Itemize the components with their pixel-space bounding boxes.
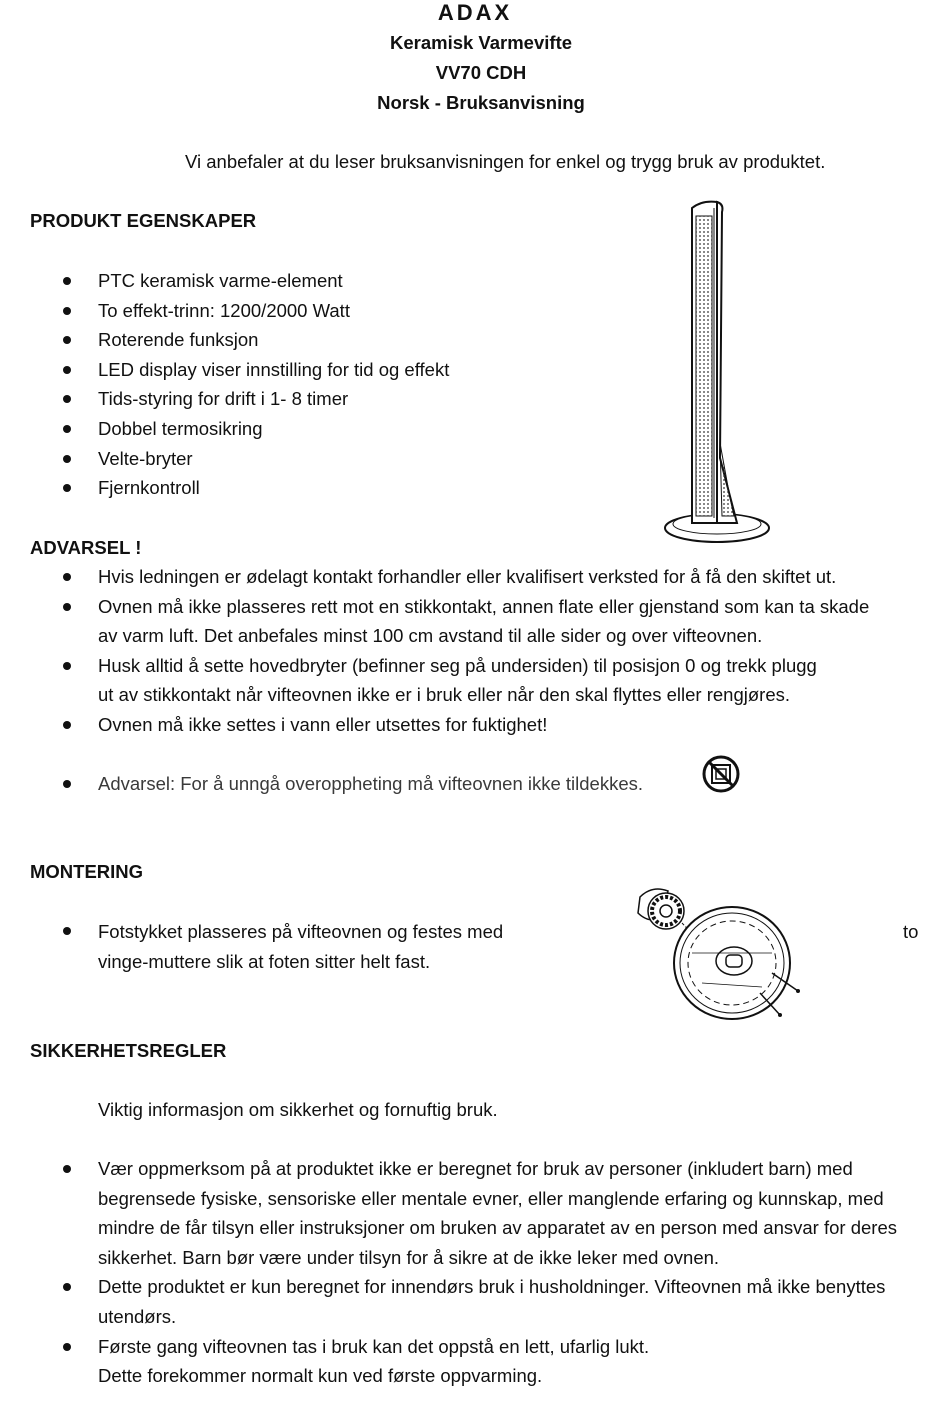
svg-text:ADAX: ADAX: [437, 2, 513, 22]
safety-item-line: Vær oppmerksom på at produktet ikke er beregnet for bruk av personer (inkludert barn) med: [98, 1158, 853, 1179]
feature-item: Velte-bryter: [98, 448, 193, 469]
tower-heater-illustration-icon: [662, 198, 782, 548]
bullet: [63, 366, 71, 374]
bullet: [63, 1283, 71, 1291]
safety-item-line: sikkerhet. Barn bør være under tilsyn for å sikre at de ikke leker med ovnen.: [98, 1247, 720, 1268]
document-title: Keramisk Varmevifte: [389, 32, 573, 53]
feature-item: To effekt-trinn: 1200/2000 Watt: [98, 300, 350, 321]
adax-logo-icon: [409, 2, 541, 22]
warning-item-line: Ovnen må ikke plasseres rett mot en stikkontakt, annen flate eller gjenstand som kan ta skade: [98, 596, 870, 617]
bullet: [63, 277, 71, 285]
feature-item: PTC keramisk varme-element: [98, 270, 343, 291]
bullet: [63, 780, 71, 788]
intro-text: Vi anbefaler at du leser bruksanvisningen for enkel og trygg bruk av produktet.: [185, 151, 826, 172]
bullet: [63, 662, 71, 670]
bullet: [63, 425, 71, 433]
bullet: [63, 336, 71, 344]
mounting-text-line2: vinge-muttere slik at foten sitter helt fast.: [98, 951, 431, 972]
safety-heading: SIKKERHETSREGLER: [30, 1040, 227, 1061]
feature-item: Roterende funksjon: [98, 329, 259, 350]
heater-illustration: [662, 198, 782, 553]
stand-assembly-illustration: [622, 883, 804, 1030]
bullet: [63, 484, 71, 492]
feature-item: Fjernkontroll: [98, 477, 200, 498]
mounting-text-line1: Fotstykket plasseres på vifteovnen og festes med: [98, 921, 504, 942]
safety-item-line: utendørs.: [98, 1306, 177, 1327]
brand-logo: [0, 2, 950, 27]
warning-item-line: ut av stikkontakt når vifteovnen ikke er i bruk eller når den skal flyttes eller rengjøres.: [98, 684, 790, 705]
feature-item: Tids-styring for drift i 1- 8 timer: [98, 388, 349, 409]
bullet: [63, 455, 71, 463]
bullet: [63, 307, 71, 315]
feature-item: Dobbel termosikring: [98, 418, 263, 439]
safety-item-line: Første gang vifteovnen tas i bruk kan det oppstå en lett, ufarlig lukt.: [98, 1336, 650, 1357]
bullet: [63, 395, 71, 403]
mounting-text-end: to: [903, 921, 919, 942]
safety-intro: Viktig informasjon om sikkerhet og fornuftig bruk.: [98, 1099, 498, 1120]
features-heading: PRODUKT EGENSKAPER: [30, 210, 257, 231]
document-subtitle: Norsk - Bruksanvisning: [377, 92, 585, 113]
model-number: VV70 CDH: [435, 62, 527, 83]
warning-item-line: Hvis ledningen er ødelagt kontakt forhandler eller kvalifisert verksted for å få den skiftet ut.: [98, 566, 837, 587]
safety-item-line: Dette produktet er kun beregnet for innendørs bruk i husholdninger. Vifteovnen må ikke benyttes: [98, 1276, 886, 1297]
bullet: [63, 927, 71, 935]
warning-item-line: av varm luft. Det anbefales minst 100 cm avstand til alle sider og over vifteovnen.: [98, 625, 763, 646]
warning-heading: ADVARSEL !: [30, 537, 142, 558]
bullet: [63, 603, 71, 611]
mounting-heading: MONTERING: [30, 861, 144, 882]
safety-item-line: mindre de får tilsyn eller instruksjoner om bruken av apparatet av en person med ansvar for deres: [98, 1217, 897, 1238]
cover-warning-text: Advarsel: For å unngå overoppheting må vifteovnen ikke tildekkes.: [98, 773, 644, 794]
bullet: [63, 573, 71, 581]
do-not-cover-icon: [701, 754, 741, 799]
stand-assembly-illustration-icon: [622, 883, 804, 1025]
safety-item-line: Dette forekommer normalt kun ved første oppvarming.: [98, 1365, 543, 1386]
feature-item: LED display viser innstilling for tid og effekt: [98, 359, 450, 380]
warning-item-line: Husk alltid å sette hovedbryter (befinner seg på undersiden) til posisjon 0 og trekk plugg: [98, 655, 817, 676]
warning-item-line: Ovnen må ikke settes i vann eller utsettes for fuktighet!: [98, 714, 548, 735]
safety-item-line: begrensede fysiske, sensoriske eller mentale evner, eller manglende erfaring og kunnskap, med: [98, 1188, 884, 1209]
bullet: [63, 1343, 71, 1351]
bullet: [63, 721, 71, 729]
bullet: [63, 1165, 71, 1173]
